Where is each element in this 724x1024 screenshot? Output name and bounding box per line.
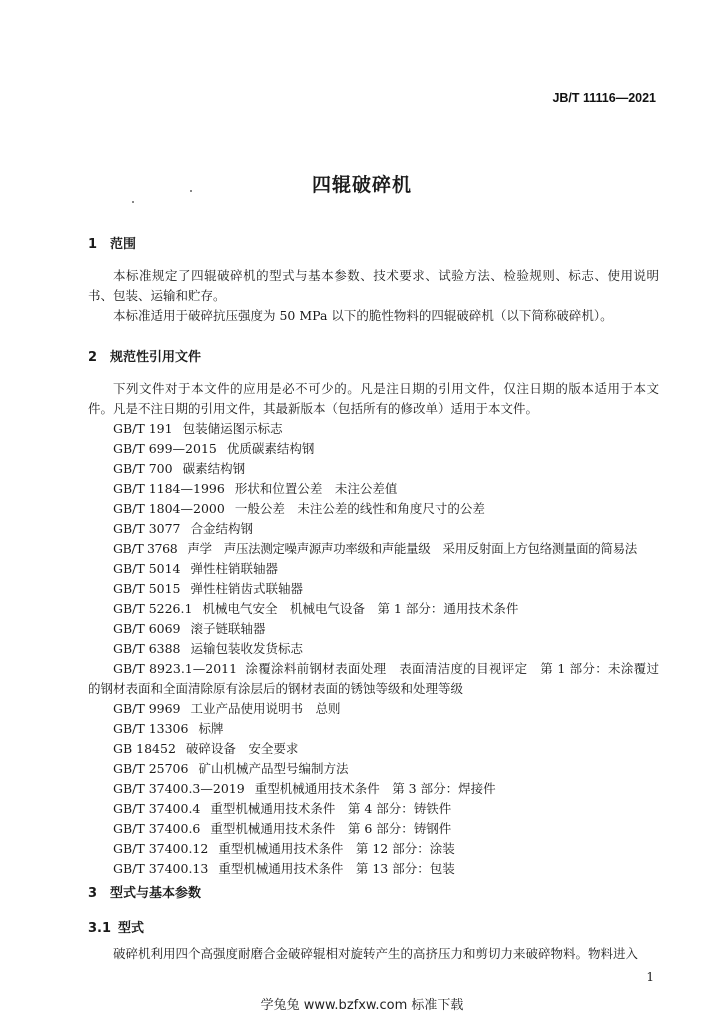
standard-code: JB/T 11116—2021 [552, 91, 656, 105]
reference-item [113, 839, 455, 859]
reference-code: GB/T 37400.4 [113, 801, 201, 816]
scan-speck [132, 201, 134, 203]
reference-item [113, 519, 253, 539]
section-1-heading [88, 233, 136, 252]
section-title: 型式与基本参数 [110, 886, 202, 901]
reference-code: GB/T 1184—1996 [113, 481, 225, 496]
section-1-paragraph-1: 本标准规定了四辊破碎机的型式与基本参数、技术要求、试验方法、检验规则、标志、使用说明书、包装、运输和贮存。 [88, 268, 659, 303]
reference-item [113, 599, 518, 619]
reference-code: GB/T 37400.6 [113, 821, 201, 836]
reference-code: GB/T 699—2015 [113, 441, 217, 456]
reference-name: 优质碳素结构钢 [226, 441, 315, 456]
section-number: 1 [88, 237, 98, 252]
page-number: 1 [646, 970, 654, 984]
reference-code: GB/T 25706 [113, 761, 189, 776]
reference-name: 重型机械通用技术条件 第 3 部分：焊接件 [254, 781, 496, 796]
section-2-intro: 下列文件对于本文件的应用是必不可少的。凡是注日期的引用文件，仅注日期的版本适用于本文件。凡是不注日期的引用文件，其最新版本（包括所有的修改单）适用于本文件。 [88, 381, 659, 416]
section-title: 型式 [118, 921, 145, 936]
reference-item [113, 859, 455, 879]
reference-name: 弹性柱销齿式联轴器 [190, 581, 304, 596]
reference-item [113, 619, 266, 639]
reference-item [113, 579, 303, 599]
reference-name: 标牌 [198, 721, 224, 736]
reference-code: GB/T 37400.3—2019 [113, 781, 245, 796]
reference-item [113, 479, 397, 499]
reference-name: 涂覆涂料前钢材表面处理 表面清洁度的目视评定 第 1 部分：未涂覆过的钢材表面和全面清除原有涂层后的钢材表面的锈蚀等级和处理等级 [88, 661, 659, 696]
reference-code: GB/T 5014 [113, 561, 181, 576]
reference-name: 重型机械通用技术条件 第 13 部分：包装 [218, 861, 455, 876]
reference-item [113, 799, 451, 819]
reference-name: 滚子链联轴器 [190, 621, 266, 636]
reference-code: GB/T 5015 [113, 581, 181, 596]
reference-name: 包装储运图示标志 [182, 421, 283, 436]
reference-name: 形状和位置公差 未注公差值 [234, 481, 398, 496]
reference-code: GB/T 37400.12 [113, 841, 209, 856]
reference-item [113, 419, 283, 439]
reference-name: 一般公差 未注公差的线性和角度尺寸的公差 [234, 501, 485, 516]
section-3-1-heading [88, 917, 144, 936]
reference-item [113, 439, 314, 459]
reference-item [113, 719, 223, 739]
reference-item [113, 779, 496, 799]
reference-name: 工业产品使用说明书 总则 [190, 701, 341, 716]
section-title: 规范性引用文件 [110, 350, 202, 365]
reference-code: GB/T 1804—2000 [113, 501, 225, 516]
reference-item [113, 639, 303, 659]
reference-code: GB/T 13306 [113, 721, 189, 736]
reference-code: GB/T 9969 [113, 701, 181, 716]
reference-item [113, 539, 637, 559]
reference-code: GB/T 3077 [113, 521, 181, 536]
reference-name: 声学 声压法测定噪声源声功率级和声能量级 采用反射面上方包络测量面的简易法 [187, 541, 637, 556]
reference-code: GB/T 700 [113, 461, 173, 476]
reference-code: GB/T 191 [113, 421, 173, 436]
reference-item-long [88, 659, 659, 699]
section-number: 3 [88, 886, 98, 901]
reference-name: 重型机械通用技术条件 第 6 部分：铸钢件 [210, 821, 452, 836]
reference-item [113, 559, 278, 579]
reference-item [113, 499, 485, 519]
section-1-paragraph-2: 本标准适用于破碎抗压强度为 50 MPa 以下的脆性物料的四辊破碎机（以下简称破碎机）。 [113, 308, 613, 323]
document-title: 四辊破碎机 [311, 174, 412, 196]
reference-item [113, 699, 341, 719]
reference-code: GB/T 8923.1—2011 [113, 661, 238, 676]
reference-code: GB/T 6069 [113, 621, 181, 636]
reference-name: 破碎设备 安全要求 [185, 741, 299, 756]
reference-code: GB/T 3768 [113, 541, 178, 556]
section-number: 3.1 [88, 921, 112, 936]
section-2-heading [88, 346, 201, 365]
reference-code: GB/T 6388 [113, 641, 181, 656]
watermark-text: 学兔兔 www.bzfxw.com 标准下载 [260, 998, 464, 1013]
reference-item [113, 739, 298, 759]
reference-item [113, 819, 451, 839]
reference-name: 重型机械通用技术条件 第 4 部分：铸铁件 [210, 801, 452, 816]
section-3-1-paragraph: 破碎机利用四个高强度耐磨合金破碎辊相对旋转产生的高挤压力和剪切力来破碎物料。物料进入 [113, 946, 639, 961]
reference-item [113, 459, 245, 479]
section-number: 2 [88, 350, 98, 365]
reference-name: 机械电气安全 机械电气设备 第 1 部分：通用技术条件 [202, 601, 519, 616]
reference-name: 运输包装收发货标志 [190, 641, 304, 656]
reference-code: GB/T 5226.1 [113, 601, 193, 616]
reference-name: 矿山机械产品型号编制方法 [198, 761, 349, 776]
reference-name: 碳素结构钢 [182, 461, 246, 476]
reference-name: 重型机械通用技术条件 第 12 部分：涂装 [218, 841, 455, 856]
reference-name: 合金结构钢 [190, 521, 254, 536]
section-3-heading [88, 882, 201, 901]
reference-name: 弹性柱销联轴器 [190, 561, 279, 576]
reference-code: GB/T 37400.13 [113, 861, 209, 876]
section-title: 范围 [110, 237, 137, 252]
reference-code: GB 18452 [113, 741, 176, 756]
reference-item [113, 759, 348, 779]
